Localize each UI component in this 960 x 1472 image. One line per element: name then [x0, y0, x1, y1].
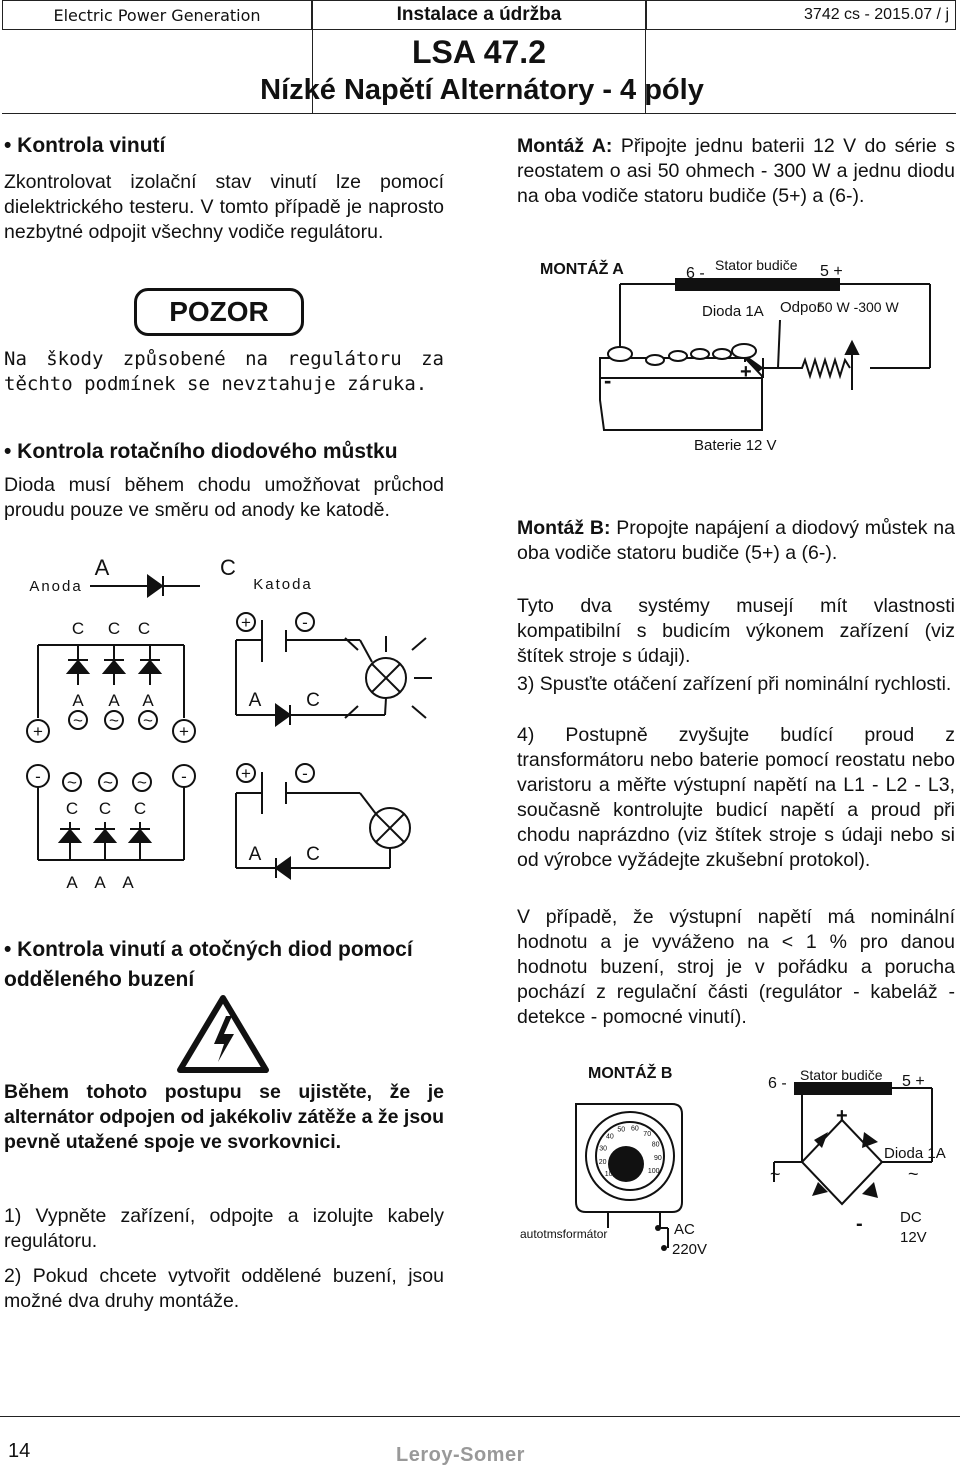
page-subtitle: Nízké Napětí Alternátory - 4 póly [260, 74, 704, 106]
step-4: 4) Postupně zvyšujte budící proud z transformátoru nebo baterie pomocí reostatu nebo varistoru a měřte výstupní napětí na L1 - L2 - L3, současně kontrolujte budicí napětí a proud při chodu naprázdno (viz štítek stroje s údaji nebo si od výrobce vyžádejte zkušební protokol). [517, 724, 955, 871]
heading-separate-excitation: • Kontrola vinutí a otočných diod pomocí odděleného buzení [4, 938, 413, 991]
montaz-b-label: Montáž B: [517, 517, 611, 539]
dc-label: DC [900, 1209, 922, 1226]
ac-symbol: ~ [67, 773, 77, 792]
terminal-6: 6 - [768, 1075, 787, 1092]
montaz-b-title: MONTÁŽ B [588, 1065, 673, 1082]
label-c: C [137, 619, 151, 638]
label-a: A [142, 691, 154, 710]
bridge-plus: + [836, 1105, 848, 1127]
minus-terminal: - [181, 767, 187, 786]
terminal-5: 5 + [820, 263, 843, 280]
label-a: A [108, 691, 120, 710]
dial-tick-label: 40 [606, 1133, 614, 1141]
page-number: 14 [8, 1440, 31, 1462]
autotransformer-label: autotmsformátor [520, 1227, 608, 1241]
battery-label: Baterie 12 V [694, 437, 777, 454]
ac-label: AC [674, 1221, 695, 1238]
step-3: 3) Spusťte otáčení zařízení při nominální rychlosti. [517, 673, 952, 695]
label-a: A [66, 873, 78, 892]
diode-label: Dioda 1A [702, 303, 764, 320]
step-1: 1) Vypněte zařízení, odpojte a izolujte kabely regulátoru. [4, 1205, 444, 1252]
ac-voltage: 220V [672, 1241, 708, 1258]
terminal-6: 6 - [686, 265, 705, 282]
plus-terminal: + [179, 722, 189, 741]
warning-box [134, 288, 304, 336]
diode-label: Dioda 1A [884, 1145, 946, 1162]
montaz-b-text: Propojte napájení a diodový můstek na oba vodiče statoru budiče (5+) a (6-). [517, 517, 955, 564]
section-title: Instalace a údržba [312, 0, 646, 30]
company-name: Electric Power Generation [2, 0, 312, 30]
montaz-a-paragraph [517, 134, 955, 209]
ac-symbol: ~ [73, 711, 83, 730]
stator-label: Stator budiče [715, 257, 798, 273]
variac-knob [608, 1146, 644, 1182]
minus-terminal: - [35, 767, 41, 786]
resistor-label: Odpor [780, 299, 822, 316]
brand-logo: Leroy-Somer [396, 1444, 525, 1466]
safety-paragraph: Během tohoto postupu se ujistěte, že je alternátor odpojen od jakékoliv zátěže a že jsou pevně utažené spoje ve svorkovnici. [4, 1081, 444, 1153]
paragraph-winding-check: Zkontrolovat izolační stav vinutí lze pomocí dielektrického testeru. V tomto případě je naprosto nezbytné odpojit všechny vodiče regulátoru. [4, 171, 444, 243]
warning-label: POZOR [169, 296, 269, 327]
minus-terminal: - [302, 764, 308, 783]
page-header [2, 0, 956, 106]
dial-tick-label: 80 [651, 1141, 660, 1149]
ac-symbol: ~ [770, 1164, 781, 1184]
dial-tick-label: 20 [598, 1158, 607, 1166]
label-a: A [94, 873, 106, 892]
bridge-minus: - [856, 1213, 863, 1235]
label-a: A [248, 844, 262, 865]
doc-reference: 3742 cs - 2015.07 / j [646, 0, 956, 30]
battery-minus: - [604, 368, 612, 393]
paragraph-diode-bridge: Dioda musí během chodu umožňovat průchod proudu pouze ve směru od anody ke katodě. [4, 474, 444, 521]
ac-symbol: ~ [103, 773, 113, 792]
battery-plus: + [740, 361, 752, 383]
plus-terminal: + [241, 613, 251, 632]
dial-tick-label: 70 [643, 1130, 652, 1138]
heading-diode-bridge: • Kontrola rotačního diodového můstku [4, 440, 398, 463]
dial-tick-label: 100 [647, 1167, 660, 1175]
montaz-b-paragraph [517, 516, 955, 566]
heading-winding-check: • Kontrola vinutí [4, 134, 166, 157]
label-c: C [107, 619, 121, 638]
label-a: A [72, 691, 84, 710]
montaz-a-text: Připojte jednu baterii 12 V do série s reostatem o asi 50 ohmech - 300 W a jednu diodu na oba vodiče statoru budiče (5+) a (6-). [517, 135, 955, 207]
label-a-top: A [94, 555, 110, 580]
terminal-5: 5 + [902, 1073, 925, 1090]
diode-test-diagram [0, 550, 460, 900]
label-c: C [306, 844, 320, 865]
montaz-b-diagram [512, 1052, 958, 1272]
stator-winding [794, 1082, 892, 1095]
label-katoda: Katoda [253, 576, 313, 593]
minus-terminal: - [302, 613, 308, 632]
footer-rule [0, 1416, 960, 1417]
result-paragraph: V případě, že výstupní napětí má nominální hodnotu a je vyváženo na < 1 % pro danou hodnotu buzení, stroj je v pořádku a porucha pochází z regulační části (regulátor - kabeláž - detekce - pomocné vinutí). [517, 906, 955, 1028]
ac-symbol: ~ [109, 711, 119, 730]
montaz-a-label: Montáž A: [517, 135, 613, 157]
label-anoda: Anoda [29, 578, 83, 595]
dc-voltage: 12V [900, 1229, 927, 1246]
label-c: C [133, 799, 147, 818]
label-a: A [248, 690, 262, 711]
high-voltage-warning-icon [176, 994, 270, 1074]
ac-symbol: ~ [143, 711, 153, 730]
compatibility-paragraph: Tyto dva systémy musejí mít vlastnosti kompatibilní s budicím výkonem zařízení (viz štítek stroje s údaji). [517, 595, 955, 667]
dial-tick-label: 30 [599, 1145, 607, 1153]
warranty-notice: Na škody způsobené na regulátoru za těchto podmínek se nevztahuje záruka. [4, 348, 444, 395]
label-c: C [71, 619, 85, 638]
dial-tick-label: 10 [604, 1171, 613, 1178]
montaz-a-title: MONTÁŽ A [540, 261, 624, 278]
dial-tick-label: 50 [617, 1126, 626, 1134]
model-title: LSA 47.2 [412, 34, 546, 70]
plus-terminal: + [241, 764, 251, 783]
resistor-value: 50 W -300 W [817, 299, 899, 315]
dial-tick-label: 60 [631, 1125, 639, 1133]
label-c-top: C [220, 555, 236, 580]
plus-terminal: + [33, 722, 43, 741]
header-rule [2, 113, 956, 114]
ac-symbol: ~ [908, 1164, 919, 1184]
dial-tick-label: 90 [654, 1155, 662, 1162]
montaz-a-diagram [510, 250, 960, 460]
ac-symbol: ~ [137, 773, 147, 792]
label-c: C [98, 799, 112, 818]
stator-label: Stator budiče [800, 1067, 883, 1083]
label-c: C [306, 690, 320, 711]
label-a: A [122, 873, 134, 892]
label-c: C [65, 799, 79, 818]
step-2: 2) Pokud chcete vytvořit oddělené buzení, jsou možné dva druhy montáže. [4, 1265, 444, 1312]
